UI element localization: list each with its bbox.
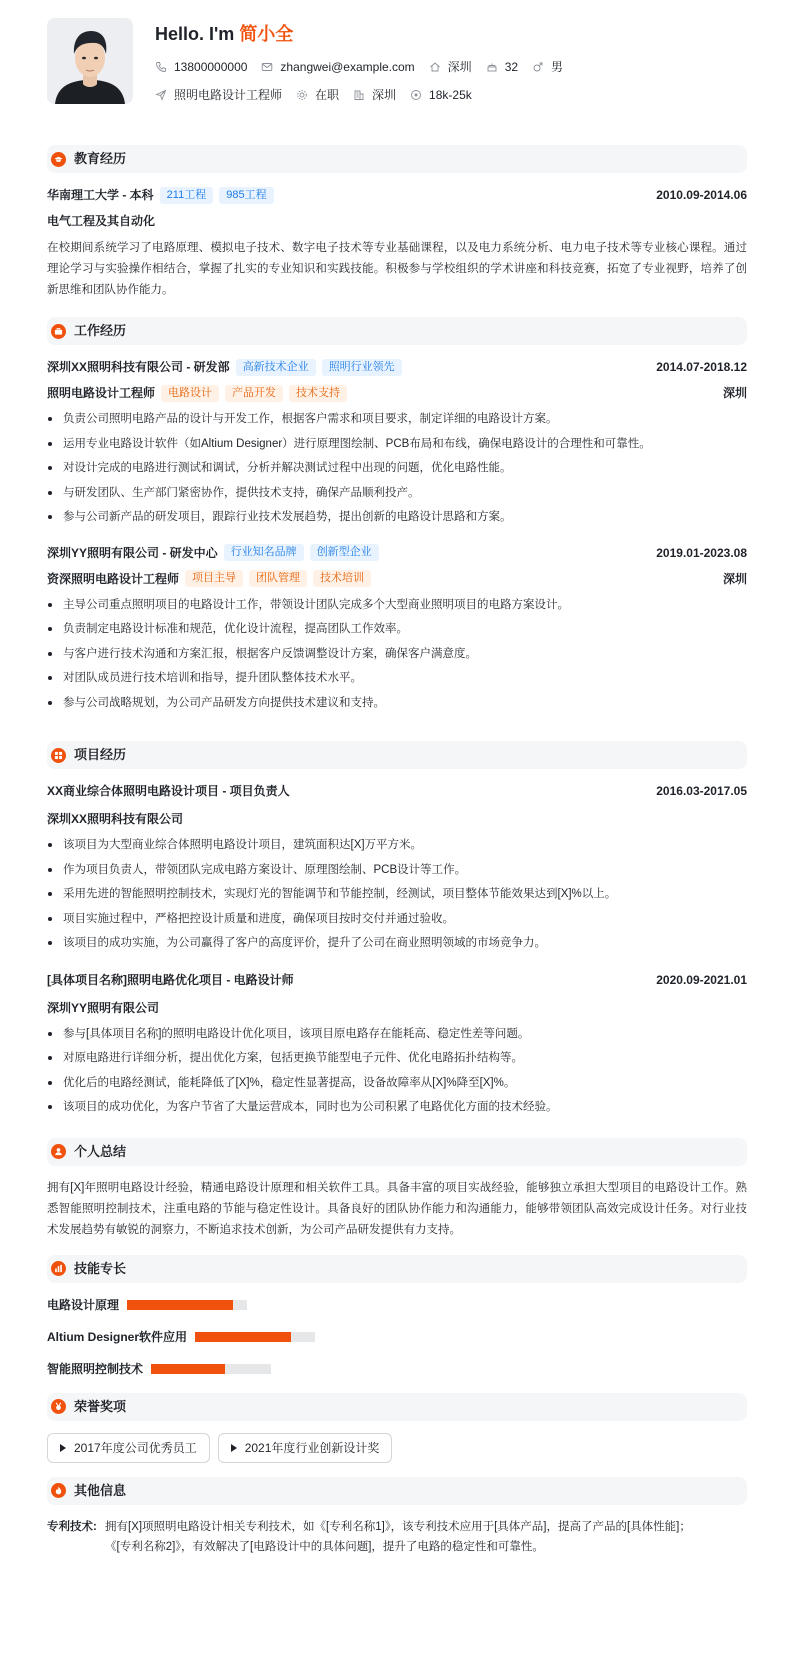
gender-value: 男 xyxy=(551,60,564,74)
mail-icon xyxy=(261,61,273,73)
work-entry xyxy=(47,543,747,742)
briefcase-icon xyxy=(54,327,63,336)
skill-name: 智能照明控制技术 xyxy=(47,1361,144,1376)
list-item: 负责制定电路设计标准和规范，优化设计流程，提高团队工作效率。 xyxy=(47,621,747,637)
project-company: 深圳XX照明科技有限公司 xyxy=(47,812,184,826)
user-icon xyxy=(54,1147,63,1156)
skill-item xyxy=(47,1327,400,1347)
job-target-value: 照明电路设计工程师 xyxy=(174,88,283,102)
project-name: [具体项目名称]照明电路优化项目 - 电路设计师 xyxy=(47,972,294,987)
candidate-name: 简小全 xyxy=(239,24,294,44)
section-label: 教育经历 xyxy=(74,151,127,167)
section-projects-title xyxy=(47,741,747,769)
skill-item xyxy=(47,1295,400,1315)
position-tag: 团队管理 xyxy=(249,570,307,587)
phone-icon xyxy=(155,61,167,73)
gender-icon xyxy=(532,61,544,73)
company-tag: 高新技术企业 xyxy=(236,359,316,376)
skill-bar xyxy=(151,1364,271,1374)
section-label: 工作经历 xyxy=(74,323,127,339)
list-item: 采用先进的智能照明控制技术，实现灯光的智能调节和节能控制，经测试，项目整体节能效果达到[X]%以上。 xyxy=(47,886,747,902)
section-awards-title xyxy=(47,1393,747,1421)
send-icon xyxy=(155,89,167,101)
list-item: 作为项目负责人，带领团队完成电路方案设计、原理图绘制、PCB设计等工作。 xyxy=(47,862,747,878)
awards-list xyxy=(47,1433,747,1463)
status-value: 在职 xyxy=(315,88,340,102)
list-item: 参与公司战略规划，为公司产品研发方向提供技术建议和支持。 xyxy=(47,695,747,711)
summary-text: 拥有[X]年照明电路设计经验，精通电路设计原理和相关软件工具。具备丰富的项目实战经验，能够独立承担大型项目的电路设计工作。熟悉智能照明控制技术，注重电路的节能与稳定性设计。具备良好的团队协作能力和沟通能力，能够带领团队高效完成设计任务。对行业技术发展趋势有敏锐的洞察力，不断追求技术创新，为公司产品研发提供有力支持。 xyxy=(47,1181,747,1236)
company-tag: 创新型企业 xyxy=(310,544,379,561)
work-entry xyxy=(47,357,747,543)
section-work-title xyxy=(47,317,747,345)
work-date: 2019.01-2023.08 xyxy=(656,545,747,560)
company-name: 深圳XX照明科技有限公司 - 研发部 xyxy=(47,360,230,374)
location-item xyxy=(429,58,472,76)
job-intent-row xyxy=(155,87,577,103)
section-label: 技能专长 xyxy=(74,1260,127,1276)
school-tag: 985工程 xyxy=(219,187,273,204)
list-item: 主导公司重点照明项目的电路设计工作，带领设计团队完成多个大型商业照明项目的电路方案设计。 xyxy=(47,597,747,613)
patent-line: 《[专利名称2]》，有效解决了[电路设计中的具体问题]，提升了电路的稳定性和可靠性。 xyxy=(105,1540,544,1553)
project-bullets xyxy=(47,1026,747,1116)
school-tag: 211工程 xyxy=(160,187,214,204)
grid-icon xyxy=(54,751,63,760)
section-label: 荣誉奖项 xyxy=(74,1398,127,1414)
skill-item xyxy=(47,1359,400,1379)
target-city-value: 深圳 xyxy=(372,88,397,102)
company-tag: 照明行业领先 xyxy=(322,359,402,376)
patent-row xyxy=(47,1517,747,1557)
list-item: 该项目的成功优化，为客户节省了大量运营成本，同时也为公司积累了电路优化方面的技术经验。 xyxy=(47,1099,747,1115)
graduation-cap-icon xyxy=(54,155,63,164)
flame-icon xyxy=(54,1486,63,1495)
contact-row xyxy=(155,59,577,75)
position-name: 照明电路设计工程师 xyxy=(47,386,156,400)
award-name: 2017年度公司优秀员工 xyxy=(74,1440,197,1455)
section-summary-title xyxy=(47,1138,747,1166)
school-name: 华南理工大学 - 本科 xyxy=(47,188,154,202)
skill-name: 电路设计原理 xyxy=(47,1297,120,1312)
play-icon xyxy=(60,1444,66,1452)
award-item xyxy=(47,1433,210,1463)
salary-value: 18k-25k xyxy=(429,88,472,102)
skills-list xyxy=(47,1295,747,1391)
work-bullets xyxy=(47,597,747,711)
award-item xyxy=(218,1433,393,1463)
skill-bar-fill xyxy=(127,1300,233,1310)
skill-bar-fill xyxy=(195,1332,291,1342)
work-city: 深圳 xyxy=(722,571,747,586)
position-tag: 项目主导 xyxy=(185,570,243,587)
section-label: 其他信息 xyxy=(74,1482,127,1498)
gear-icon xyxy=(296,89,308,101)
header-info xyxy=(155,18,577,115)
section-label: 个人总结 xyxy=(74,1143,127,1159)
patent-line: 拥有[X]项照明电路设计相关专利技术，如《[专利名称1]》，该专利技术应用于[具体产品]，提高了产品的[具体性能]； xyxy=(105,1520,691,1533)
work-bullets xyxy=(47,411,747,525)
age-item xyxy=(486,58,518,76)
bar-chart-icon xyxy=(54,1264,63,1273)
phone-value: 13800000000 xyxy=(174,60,248,74)
greeting-title xyxy=(155,22,577,46)
list-item: 参与公司新产品的研发项目，跟踪行业技术发展趋势，提出创新的电路设计思路和方案。 xyxy=(47,509,747,525)
major: 电气工程及其自动化 xyxy=(47,214,156,228)
cake-icon xyxy=(486,61,498,73)
list-item: 与客户进行技术沟通和方案汇报，根据客户反馈调整设计方案，确保客户满意度。 xyxy=(47,646,747,662)
play-icon xyxy=(231,1444,237,1452)
list-item: 该项目的成功实施，为公司赢得了客户的高度评价，提升了公司在商业照明领域的市场竞争力。 xyxy=(47,935,747,951)
medal-icon xyxy=(54,1402,63,1411)
skill-name: Altium Designer软件应用 xyxy=(47,1329,188,1344)
list-item: 与研发团队、生产部门紧密协作，提供技术支持，确保产品顺利投产。 xyxy=(47,485,747,501)
skill-bar xyxy=(127,1300,247,1310)
position-name: 资深照明电路设计工程师 xyxy=(47,571,180,586)
section-label: 项目经历 xyxy=(74,747,127,763)
company-name: 深圳YY照明有限公司 - 研发中心 xyxy=(47,545,218,560)
list-item: 对团队成员进行技术培训和指导，提升团队整体技术水平。 xyxy=(47,670,747,686)
email-item xyxy=(261,58,414,76)
patent-label: 专利技术: xyxy=(47,1520,97,1533)
section-other-title xyxy=(47,1477,747,1505)
project-name: XX商业综合体照明电路设计项目 - 项目负责人 xyxy=(47,784,290,798)
position-tag: 技术培训 xyxy=(313,570,371,587)
list-item: 对设计完成的电路进行测试和调试，分析并解决测试过程中出现的问题，优化电路性能。 xyxy=(47,460,747,476)
education-date: 2010.09-2014.06 xyxy=(656,188,747,202)
coin-icon xyxy=(410,89,422,101)
skill-bar xyxy=(195,1332,315,1342)
education-entry xyxy=(47,185,747,309)
position-tag: 产品开发 xyxy=(225,385,283,402)
skill-bar-fill xyxy=(151,1364,225,1374)
list-item: 参与[具体项目名称]的照明电路设计优化项目，该项目原电路存在能耗高、稳定性差等问题。 xyxy=(47,1026,747,1042)
list-item: 运用专业电路设计软件（如Altium Designer）进行原理图绘制、PCB布局和布线，确保电路设计的合理性和可靠性。 xyxy=(47,436,747,452)
company-tag: 行业知名品牌 xyxy=(224,544,304,561)
project-date: 2020.09-2021.01 xyxy=(656,972,747,987)
award-name: 2021年度行业创新设计奖 xyxy=(244,1440,380,1455)
list-item: 对原电路进行详细分析，提出优化方案，包括更换节能型电子元件、优化电路拓扑结构等。 xyxy=(47,1050,747,1066)
job-target-item xyxy=(155,86,282,104)
education-description: 在校期间系统学习了电路原理、模拟电子技术、数字电子技术等专业基础课程，以及电力系统分析、电力电子技术等专业核心课程。通过理论学习与实验操作相结合，掌握了扎实的专业知识和实践技能。积极参与学校组织的学术讲座和科技竞赛，拓宽了专业视野，培养了创新思维和团队协作能力。 xyxy=(47,242,747,296)
list-item: 项目实施过程中，严格把控设计质量和进度，确保项目按时交付并通过验收。 xyxy=(47,911,747,927)
project-company: 深圳YY照明有限公司 xyxy=(47,1000,160,1015)
work-city: 深圳 xyxy=(722,386,747,400)
resume-header xyxy=(47,18,747,122)
age-value: 32 xyxy=(504,60,519,74)
location-value: 深圳 xyxy=(447,60,472,74)
phone-item xyxy=(155,58,247,76)
work-date: 2014.07-2018.12 xyxy=(656,360,747,374)
list-item: 该项目为大型商业综合体照明电路设计项目，建筑面积达[X]万平方米。 xyxy=(47,837,747,853)
salary-item xyxy=(410,86,472,104)
section-skills-title xyxy=(47,1255,747,1283)
home-icon xyxy=(429,61,441,73)
project-date: 2016.03-2017.05 xyxy=(656,784,747,798)
project-entry xyxy=(47,970,747,1138)
list-item: 负责公司照明电路产品的设计与开发工作，根据客户需求和项目要求，制定详细的电路设计方案。 xyxy=(47,411,747,427)
gender-item xyxy=(532,58,563,76)
email-value: zhangwei@example.com xyxy=(280,60,415,74)
building-icon xyxy=(353,89,365,101)
greeting: Hello. I'm xyxy=(155,24,235,44)
avatar xyxy=(47,18,133,104)
position-tag: 技术支持 xyxy=(289,385,347,402)
list-item: 优化后的电路经测试，能耗降低了[X]%，稳定性显著提高，设备故障率从[X]%降至[X]%。 xyxy=(47,1075,747,1091)
position-tag: 电路设计 xyxy=(161,385,219,402)
project-bullets xyxy=(47,837,747,951)
target-city-item xyxy=(353,86,396,104)
status-item xyxy=(296,86,339,104)
section-education-title xyxy=(47,145,747,173)
project-entry xyxy=(47,781,747,970)
